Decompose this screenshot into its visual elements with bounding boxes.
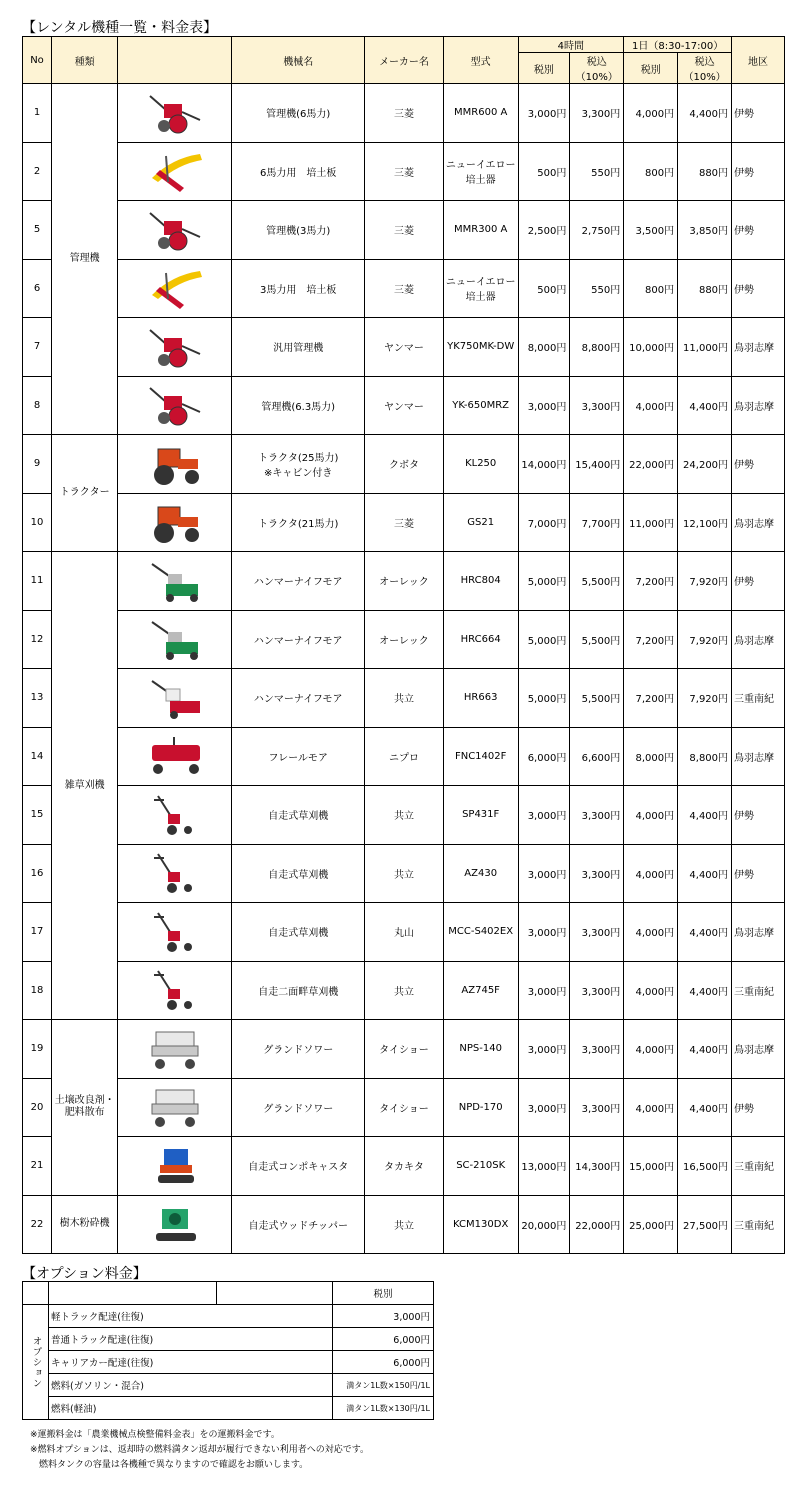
table-row bbox=[23, 84, 785, 143]
table-row bbox=[23, 318, 785, 377]
price-1day-tax-in: 4,400円 bbox=[678, 1078, 732, 1137]
maker-name: 共立 bbox=[365, 669, 444, 728]
price-1day-tax-ex: 4,000円 bbox=[624, 903, 678, 962]
machine-name: トラクタ(21馬力) bbox=[232, 493, 365, 552]
machine-name: グランドソワー bbox=[232, 1078, 365, 1137]
header-category: 種類 bbox=[52, 37, 118, 84]
maker-name: 共立 bbox=[365, 786, 444, 845]
machine-name: 自走式草刈機 bbox=[232, 844, 365, 903]
model-number: NPD-170 bbox=[443, 1078, 518, 1137]
category-label: 樹木粉砕機 bbox=[52, 1195, 118, 1254]
maker-name: 三菱 bbox=[365, 201, 444, 260]
model-number: HR663 bbox=[443, 669, 518, 728]
price-1day-tax-ex: 10,000円 bbox=[624, 318, 678, 377]
area-name: 鳥羽志摩 bbox=[732, 376, 785, 435]
area-name: 鳥羽志摩 bbox=[732, 903, 785, 962]
price-1day-tax-in: 7,920円 bbox=[678, 610, 732, 669]
table-row bbox=[23, 552, 785, 611]
price-4h-tax-in: 3,300円 bbox=[570, 786, 624, 845]
option-row bbox=[23, 1374, 434, 1397]
model-number: SP431F bbox=[443, 786, 518, 845]
area-name: 伊勢 bbox=[732, 1078, 785, 1137]
option-label: 軽トラック配達(往復) bbox=[49, 1305, 333, 1328]
price-4h-tax-ex: 3,000円 bbox=[518, 903, 570, 962]
machine-name: 汎用管理機 bbox=[232, 318, 365, 377]
model-number: AZ430 bbox=[443, 844, 518, 903]
table-row bbox=[23, 493, 785, 552]
price-4h-tax-ex: 3,000円 bbox=[518, 844, 570, 903]
area-name: 鳥羽志摩 bbox=[732, 493, 785, 552]
header-tax-in: 税込（10%） bbox=[570, 53, 624, 84]
price-1day-tax-ex: 800円 bbox=[624, 142, 678, 201]
row-no: 9 bbox=[23, 435, 52, 494]
area-name: 伊勢 bbox=[732, 84, 785, 143]
row-no: 8 bbox=[23, 376, 52, 435]
price-1day-tax-ex: 800円 bbox=[624, 259, 678, 318]
table-row bbox=[23, 844, 785, 903]
price-4h-tax-ex: 3,000円 bbox=[518, 786, 570, 845]
price-1day-tax-in: 7,920円 bbox=[678, 552, 732, 611]
walk-mower-icon bbox=[118, 844, 232, 903]
price-4h-tax-in: 3,300円 bbox=[570, 903, 624, 962]
note-line: 燃料タンクの容量は各機種で異なりますので確認をお願いします。 bbox=[30, 1460, 309, 1470]
model-number: MCC-S402EX bbox=[443, 903, 518, 962]
model-number: ニューイエロー培土器 bbox=[443, 142, 518, 201]
walk-mower-icon bbox=[118, 903, 232, 962]
area-name: 鳥羽志摩 bbox=[732, 1020, 785, 1079]
machine-name: 6馬力用 培土板 bbox=[232, 142, 365, 201]
row-no: 1 bbox=[23, 84, 52, 143]
model-number: AZ745F bbox=[443, 961, 518, 1020]
row-no: 20 bbox=[23, 1078, 52, 1137]
model-number: MMR600 A bbox=[443, 84, 518, 143]
price-4h-tax-in: 15,400円 bbox=[570, 435, 624, 494]
header-tax-ex: 税別 bbox=[518, 53, 570, 84]
price-4h-tax-ex: 20,000円 bbox=[518, 1195, 570, 1254]
price-4h-tax-ex: 3,000円 bbox=[518, 376, 570, 435]
price-4h-tax-ex: 500円 bbox=[518, 142, 570, 201]
row-no: 2 bbox=[23, 142, 52, 201]
model-number: YK-650MRZ bbox=[443, 376, 518, 435]
price-1day-tax-in: 4,400円 bbox=[678, 961, 732, 1020]
price-4h-tax-in: 14,300円 bbox=[570, 1137, 624, 1196]
machine-name: 自走二面畔草刈機 bbox=[232, 961, 365, 1020]
price-1day-tax-in: 3,850円 bbox=[678, 201, 732, 260]
price-1day-tax-in: 4,400円 bbox=[678, 786, 732, 845]
price-4h-tax-ex: 3,000円 bbox=[518, 1020, 570, 1079]
maker-name: タイショー bbox=[365, 1020, 444, 1079]
price-4h-tax-ex: 5,000円 bbox=[518, 669, 570, 728]
mower-green-icon bbox=[118, 552, 232, 611]
walk-mower-icon bbox=[118, 961, 232, 1020]
price-4h-tax-in: 8,800円 bbox=[570, 318, 624, 377]
price-4h-tax-ex: 2,500円 bbox=[518, 201, 570, 260]
machine-name: フレールモア bbox=[232, 727, 365, 786]
machine-name: 自走式コンポキャスタ bbox=[232, 1137, 365, 1196]
maker-name: 丸山 bbox=[365, 903, 444, 962]
option-label: 普通トラック配達(往復) bbox=[49, 1328, 333, 1351]
price-1day-tax-ex: 4,000円 bbox=[624, 844, 678, 903]
tiller-icon bbox=[118, 84, 232, 143]
option-price: 6,000円 bbox=[333, 1328, 434, 1351]
price-1day-tax-ex: 3,500円 bbox=[624, 201, 678, 260]
table-row bbox=[23, 903, 785, 962]
walk-mower-icon bbox=[118, 786, 232, 845]
row-no: 15 bbox=[23, 786, 52, 845]
machine-name: トラクタ(25馬力) ※キャビン付き bbox=[232, 435, 365, 494]
price-1day-tax-ex: 4,000円 bbox=[624, 1020, 678, 1079]
row-no: 17 bbox=[23, 903, 52, 962]
maker-name: オーレック bbox=[365, 610, 444, 669]
machine-name: 管理機(6.3馬力) bbox=[232, 376, 365, 435]
price-1day-tax-in: 4,400円 bbox=[678, 1020, 732, 1079]
maker-name: タイショー bbox=[365, 1078, 444, 1137]
model-number: YK750MK-DW bbox=[443, 318, 518, 377]
category-label: トラクター bbox=[52, 435, 118, 552]
row-no: 11 bbox=[23, 552, 52, 611]
machine-name: 管理機(6馬力) bbox=[232, 84, 365, 143]
price-4h-tax-ex: 6,000円 bbox=[518, 727, 570, 786]
model-number: ニューイエロー培土器 bbox=[443, 259, 518, 318]
option-row bbox=[23, 1351, 434, 1374]
maker-name: 三菱 bbox=[365, 142, 444, 201]
option-price: 3,000円 bbox=[333, 1305, 434, 1328]
machine-name: 自走式草刈機 bbox=[232, 903, 365, 962]
area-name: 三重南紀 bbox=[732, 961, 785, 1020]
maker-name: クボタ bbox=[365, 435, 444, 494]
option-row bbox=[23, 1328, 434, 1351]
table-body bbox=[23, 84, 785, 1254]
model-number: FNC1402F bbox=[443, 727, 518, 786]
price-1day-tax-in: 24,200円 bbox=[678, 435, 732, 494]
price-4h-tax-in: 3,300円 bbox=[570, 1020, 624, 1079]
price-1day-tax-ex: 22,000円 bbox=[624, 435, 678, 494]
price-1day-tax-in: 27,500円 bbox=[678, 1195, 732, 1254]
area-name: 伊勢 bbox=[732, 259, 785, 318]
rental-price-table bbox=[22, 36, 785, 1254]
model-number: NPS-140 bbox=[443, 1020, 518, 1079]
row-no: 16 bbox=[23, 844, 52, 903]
price-4h-tax-ex: 3,000円 bbox=[518, 1078, 570, 1137]
model-number: GS21 bbox=[443, 493, 518, 552]
price-1day-tax-in: 880円 bbox=[678, 259, 732, 318]
price-1day-tax-ex: 4,000円 bbox=[624, 84, 678, 143]
tiller-icon bbox=[118, 201, 232, 260]
options-table bbox=[22, 1281, 434, 1420]
price-4h-tax-ex: 8,000円 bbox=[518, 318, 570, 377]
price-4h-tax-in: 3,300円 bbox=[570, 84, 624, 143]
maker-name: オーレック bbox=[365, 552, 444, 611]
area-name: 三重南紀 bbox=[732, 1195, 785, 1254]
price-1day-tax-ex: 4,000円 bbox=[624, 961, 678, 1020]
row-no: 19 bbox=[23, 1020, 52, 1079]
option-label: 燃料(ガソリン・混合) bbox=[49, 1374, 333, 1397]
price-4h-tax-in: 550円 bbox=[570, 259, 624, 318]
ridger-icon bbox=[118, 259, 232, 318]
sower-icon bbox=[118, 1020, 232, 1079]
price-4h-tax-in: 5,500円 bbox=[570, 669, 624, 728]
option-label: キャリアカー配達(往復) bbox=[49, 1351, 333, 1374]
machine-name: ハンマーナイフモア bbox=[232, 610, 365, 669]
price-4h-tax-ex: 5,000円 bbox=[518, 552, 570, 611]
sower-icon bbox=[118, 1078, 232, 1137]
price-4h-tax-in: 550円 bbox=[570, 142, 624, 201]
header-area: 地区 bbox=[732, 37, 785, 84]
table-row bbox=[23, 961, 785, 1020]
price-1day-tax-in: 880円 bbox=[678, 142, 732, 201]
table-row bbox=[23, 259, 785, 318]
area-name: 三重南紀 bbox=[732, 669, 785, 728]
table-row bbox=[23, 786, 785, 845]
note-line: ※運搬料金は「農業機械点検整備料金表」をの運搬料金です。 bbox=[30, 1430, 280, 1440]
machine-name: 自走式草刈機 bbox=[232, 786, 365, 845]
price-1day-tax-ex: 4,000円 bbox=[624, 1078, 678, 1137]
area-name: 鳥羽志摩 bbox=[732, 727, 785, 786]
price-1day-tax-ex: 11,000円 bbox=[624, 493, 678, 552]
spreader-icon bbox=[118, 1137, 232, 1196]
price-4h-tax-in: 5,500円 bbox=[570, 552, 624, 611]
tiller-icon bbox=[118, 376, 232, 435]
table-row bbox=[23, 669, 785, 728]
header-tax-ex: 税別 bbox=[624, 53, 678, 84]
row-no: 14 bbox=[23, 727, 52, 786]
price-1day-tax-ex: 7,200円 bbox=[624, 669, 678, 728]
maker-name: ニプロ bbox=[365, 727, 444, 786]
price-1day-tax-in: 12,100円 bbox=[678, 493, 732, 552]
maker-name: 三菱 bbox=[365, 259, 444, 318]
price-1day-tax-in: 7,920円 bbox=[678, 669, 732, 728]
options-header-blank bbox=[217, 1282, 333, 1305]
machine-name: 3馬力用 培土板 bbox=[232, 259, 365, 318]
price-4h-tax-ex: 7,000円 bbox=[518, 493, 570, 552]
price-4h-tax-in: 3,300円 bbox=[570, 961, 624, 1020]
area-name: 伊勢 bbox=[732, 435, 785, 494]
table-row bbox=[23, 727, 785, 786]
price-1day-tax-in: 16,500円 bbox=[678, 1137, 732, 1196]
area-name: 三重南紀 bbox=[732, 1137, 785, 1196]
machine-name: 自走式ウッドチッパー bbox=[232, 1195, 365, 1254]
price-1day-tax-in: 4,400円 bbox=[678, 903, 732, 962]
table-row bbox=[23, 610, 785, 669]
table-row bbox=[23, 435, 785, 494]
price-1day-tax-in: 4,400円 bbox=[678, 84, 732, 143]
options-body bbox=[23, 1305, 434, 1420]
header-image bbox=[118, 37, 232, 84]
row-no: 18 bbox=[23, 961, 52, 1020]
category-label: 土壌改良剤・肥料散布 bbox=[52, 1020, 118, 1196]
header-maker: メーカー名 bbox=[365, 37, 444, 84]
area-name: 鳥羽志摩 bbox=[732, 610, 785, 669]
maker-name: 三菱 bbox=[365, 493, 444, 552]
tractor-icon bbox=[118, 435, 232, 494]
price-4h-tax-in: 5,500円 bbox=[570, 610, 624, 669]
model-number: MMR300 A bbox=[443, 201, 518, 260]
ridger-icon bbox=[118, 142, 232, 201]
price-4h-tax-in: 22,000円 bbox=[570, 1195, 624, 1254]
area-name: 伊勢 bbox=[732, 201, 785, 260]
category-label: 雑草刈機 bbox=[52, 552, 118, 1020]
options-header-tax-ex: 税別 bbox=[333, 1282, 434, 1305]
price-1day-tax-ex: 7,200円 bbox=[624, 610, 678, 669]
options-side-label: オプション bbox=[23, 1305, 49, 1420]
row-no: 21 bbox=[23, 1137, 52, 1196]
header-no: No bbox=[23, 37, 52, 84]
price-1day-tax-in: 4,400円 bbox=[678, 376, 732, 435]
maker-name: ヤンマー bbox=[365, 376, 444, 435]
price-4h-tax-ex: 500円 bbox=[518, 259, 570, 318]
row-no: 5 bbox=[23, 201, 52, 260]
options-header-blank bbox=[23, 1282, 49, 1305]
page-title: 【レンタル機種一覧・料金表】 bbox=[22, 20, 218, 36]
mower-red-icon bbox=[118, 669, 232, 728]
header-tax-in: 税込（10%） bbox=[678, 53, 732, 84]
price-4h-tax-ex: 5,000円 bbox=[518, 610, 570, 669]
maker-name: ヤンマー bbox=[365, 318, 444, 377]
price-4h-tax-in: 2,750円 bbox=[570, 201, 624, 260]
table-row bbox=[23, 1078, 785, 1137]
price-4h-tax-in: 3,300円 bbox=[570, 844, 624, 903]
price-4h-tax-in: 6,600円 bbox=[570, 727, 624, 786]
machine-name: グランドソワー bbox=[232, 1020, 365, 1079]
maker-name: 共立 bbox=[365, 961, 444, 1020]
area-name: 伊勢 bbox=[732, 142, 785, 201]
maker-name: 共立 bbox=[365, 1195, 444, 1254]
note-line: ※燃料オプションは、返却時の燃料満タン返却が履行できない利用者への対応です。 bbox=[30, 1445, 370, 1455]
price-1day-tax-in: 4,400円 bbox=[678, 844, 732, 903]
category-label: 管理機 bbox=[52, 84, 118, 435]
price-4h-tax-in: 3,300円 bbox=[570, 376, 624, 435]
row-no: 6 bbox=[23, 259, 52, 318]
mower-green-icon bbox=[118, 610, 232, 669]
price-1day-tax-ex: 15,000円 bbox=[624, 1137, 678, 1196]
area-name: 伊勢 bbox=[732, 844, 785, 903]
tractor-icon bbox=[118, 493, 232, 552]
row-no: 12 bbox=[23, 610, 52, 669]
price-4h-tax-ex: 3,000円 bbox=[518, 961, 570, 1020]
option-price: 満タン1L数×130円/1L bbox=[333, 1397, 434, 1420]
options-header-blank bbox=[49, 1282, 217, 1305]
flail-mower-icon bbox=[118, 727, 232, 786]
row-no: 13 bbox=[23, 669, 52, 728]
chipper-icon bbox=[118, 1195, 232, 1254]
model-number: KCM130DX bbox=[443, 1195, 518, 1254]
price-4h-tax-in: 7,700円 bbox=[570, 493, 624, 552]
price-1day-tax-ex: 7,200円 bbox=[624, 552, 678, 611]
header-one-day: 1日（8:30-17:00） bbox=[624, 37, 732, 53]
price-4h-tax-in: 3,300円 bbox=[570, 1078, 624, 1137]
maker-name: タカキタ bbox=[365, 1137, 444, 1196]
table-row bbox=[23, 1137, 785, 1196]
header-name: 機械名 bbox=[232, 37, 365, 84]
price-1day-tax-ex: 4,000円 bbox=[624, 786, 678, 845]
price-1day-tax-ex: 4,000円 bbox=[624, 376, 678, 435]
machine-name: 管理機(3馬力) bbox=[232, 201, 365, 260]
maker-name: 共立 bbox=[365, 844, 444, 903]
option-price: 6,000円 bbox=[333, 1351, 434, 1374]
row-no: 7 bbox=[23, 318, 52, 377]
area-name: 伊勢 bbox=[732, 786, 785, 845]
price-4h-tax-ex: 13,000円 bbox=[518, 1137, 570, 1196]
tiller-icon bbox=[118, 318, 232, 377]
option-row bbox=[23, 1397, 434, 1420]
model-number: KL250 bbox=[443, 435, 518, 494]
table-row bbox=[23, 376, 785, 435]
model-number: HRC804 bbox=[443, 552, 518, 611]
table-row bbox=[23, 142, 785, 201]
maker-name: 三菱 bbox=[365, 84, 444, 143]
header-model: 型式 bbox=[443, 37, 518, 84]
area-name: 伊勢 bbox=[732, 552, 785, 611]
table-row bbox=[23, 1195, 785, 1254]
notes bbox=[30, 1428, 369, 1473]
machine-name: ハンマーナイフモア bbox=[232, 552, 365, 611]
option-label: 燃料(軽油) bbox=[49, 1397, 333, 1420]
option-row bbox=[23, 1305, 434, 1328]
price-1day-tax-ex: 8,000円 bbox=[624, 727, 678, 786]
price-1day-tax-in: 11,000円 bbox=[678, 318, 732, 377]
price-4h-tax-ex: 14,000円 bbox=[518, 435, 570, 494]
area-name: 鳥羽志摩 bbox=[732, 318, 785, 377]
machine-name: ハンマーナイフモア bbox=[232, 669, 365, 728]
price-1day-tax-ex: 25,000円 bbox=[624, 1195, 678, 1254]
header-four-hours: 4時間 bbox=[518, 37, 624, 53]
options-title: 【オプション料金】 bbox=[22, 1266, 147, 1282]
table-row bbox=[23, 1020, 785, 1079]
row-no: 22 bbox=[23, 1195, 52, 1254]
table-row bbox=[23, 201, 785, 260]
price-1day-tax-in: 8,800円 bbox=[678, 727, 732, 786]
price-4h-tax-ex: 3,000円 bbox=[518, 84, 570, 143]
option-price: 満タン1L数×150円/1L bbox=[333, 1374, 434, 1397]
model-number: HRC664 bbox=[443, 610, 518, 669]
model-number: SC-210SK bbox=[443, 1137, 518, 1196]
row-no: 10 bbox=[23, 493, 52, 552]
